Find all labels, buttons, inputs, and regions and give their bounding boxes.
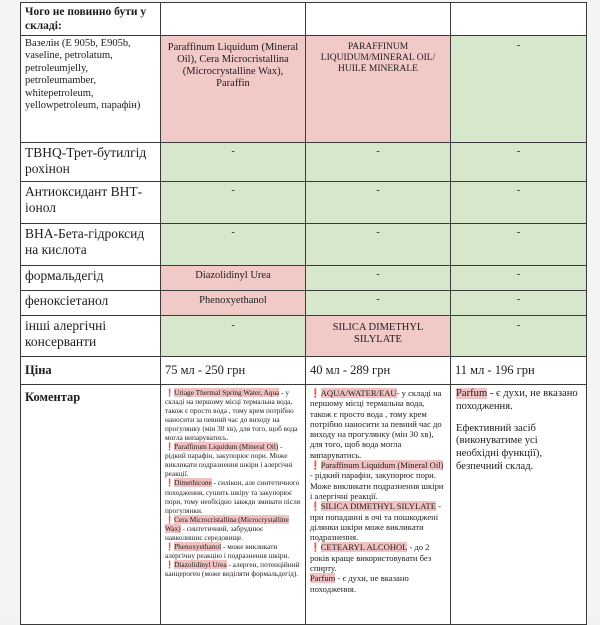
table-row	[21, 36, 587, 143]
row-label: ТВНQ-Трет-бутилгід рохінон	[21, 143, 161, 182]
row-label: формальдегід	[21, 266, 161, 291]
comment-text: - при попаданні в очі та пошкоджені ділянки шкіри може викликати подразнення.	[310, 501, 442, 543]
comment-text: - силікон, але синтетичного походження, сушить шкіру та закупорює пори, тому необхідно завжди змивати після прогулянки.	[165, 478, 301, 515]
comment-label: Коментар	[21, 385, 161, 625]
row-cell: Paraffinum Liquidum (Mineral Oil), Cera Microcristallina (Microcrystalline Wax), Paraffin	[161, 36, 306, 143]
warning-icon: ❗	[310, 388, 321, 398]
comment-text: - є духи, не вказано походження.	[310, 573, 409, 594]
row-cell: -	[451, 224, 587, 266]
table-row	[21, 143, 587, 182]
comparison-table	[20, 2, 587, 625]
comment-term: Diazolidinyl Urea	[174, 559, 227, 569]
table-row	[21, 316, 587, 357]
row-cell: -	[451, 36, 587, 143]
table-row	[21, 266, 587, 291]
price-col3: 11 мл - 196 грн	[451, 357, 587, 385]
row-cell: -	[161, 316, 306, 357]
row-cell: -	[451, 291, 587, 316]
comment-term: AQUA/WATER/EAU	[320, 388, 397, 398]
comment-text: - алерген, потенційний канцероген (може виділяти формальдегід).	[165, 559, 300, 578]
table-row	[21, 224, 587, 266]
warning-icon: ❗	[165, 559, 175, 569]
comment-term: CETEARYL ALCOHOL	[320, 542, 408, 553]
row-cell: -	[306, 224, 451, 266]
warning-icon: ❗	[165, 514, 175, 524]
table-row	[21, 291, 587, 316]
price-label: Ціна	[21, 357, 161, 385]
comment-entry	[310, 501, 446, 542]
row-cell: -	[306, 182, 451, 224]
warning-icon: ❗	[310, 460, 321, 471]
price-col1: 75 мл - 250 грн	[161, 357, 306, 385]
comment-list	[165, 388, 301, 578]
comment-term: Paraffinum Liquidum (Mineral Oil)	[320, 460, 444, 471]
comment-term: Cera Microcristallina (Microcrystalline Wax)	[165, 514, 289, 533]
header-label: Чого не повинно бути у складі:	[21, 3, 161, 36]
price-row	[21, 357, 587, 385]
comment-col1	[161, 385, 306, 625]
comment-entry	[165, 542, 301, 560]
comment-term: Parfum	[456, 388, 488, 399]
comment-term: Uriage Thermal Spring Water, Aqua	[174, 388, 280, 397]
comment-list	[310, 388, 446, 573]
comment-text: - у складі на першому місці термальна вода, також є просто вода , тому крем потрібно наносити за певний час до виходу на прогулянку (мін 30 хв), для того, щоб вода могла випаруватись.	[310, 388, 442, 460]
header-col2	[306, 3, 451, 36]
row-cell: -	[306, 291, 451, 316]
table-row	[21, 182, 587, 224]
comment-text: - рідкий парафін, закупорює пори. Може викликати подразнення шкіри і алергічні реакції.	[310, 470, 444, 501]
header-row	[21, 3, 587, 36]
comment-term: Phenoxyethanol	[174, 541, 222, 551]
row-cell: -	[451, 316, 587, 357]
comment-entry	[165, 442, 301, 478]
comment-text: - є духи, не вказано походження.	[456, 388, 578, 412]
warning-icon: ❗	[165, 541, 175, 551]
header-col3	[451, 3, 587, 36]
warning-icon: ❗	[165, 478, 175, 488]
warning-icon: ❗	[165, 442, 175, 452]
row-cell: -	[306, 143, 451, 182]
comment-row	[21, 385, 587, 625]
comment-term: Parfum	[310, 573, 336, 584]
comment-text: - може викликати алергічну реакцію і подразнення шкіри.	[165, 541, 290, 560]
comment-term: Paraffinum Liquidum (Mineral Oil)	[174, 442, 279, 452]
row-cell: SILICA DIMETHYL SILYLATE	[306, 316, 451, 357]
row-cell: Phenoxyethanol	[161, 291, 306, 316]
comment-entry	[165, 388, 301, 442]
comment-col2	[306, 385, 451, 625]
row-label: Вазелін (Е 905b, E905b, vaseline, petrolatum, petroleumjelly, petroleumamber, whitepetroleum, yellowpetroleum, парафін)	[21, 36, 161, 143]
comment-entry	[165, 560, 301, 578]
comment-entry	[310, 573, 446, 594]
row-label: Антиоксидант ВНТ-іонол	[21, 182, 161, 224]
row-cell: -	[451, 143, 587, 182]
comment-term: Dimethicone	[174, 478, 212, 488]
comment-summary: Ефективний засіб (виконуватиме усі необхідні функції), безпечний склад.	[456, 422, 542, 472]
comment-entry	[310, 542, 446, 573]
comment-entry	[310, 388, 446, 460]
row-cell: -	[451, 182, 587, 224]
comment-text: - до 2 років краще використовувати без спирту.	[310, 542, 432, 574]
row-cell: -	[161, 143, 306, 182]
row-cell: -	[161, 224, 306, 266]
warning-icon: ❗	[165, 388, 175, 397]
row-cell: -	[306, 266, 451, 291]
comment-col3	[451, 385, 587, 625]
spacer	[456, 414, 581, 423]
comment-text: - рідкий парафін, закупорює пори. Може викликати подразнення шкіри і алергічні реакції.	[165, 442, 293, 479]
comment-text: - синтетичний, забруднює навколишнє середовище.	[165, 523, 264, 542]
row-label: інші алергічні консерванти	[21, 316, 161, 357]
row-cell: -	[161, 182, 306, 224]
row-cell: PARAFFINUM LIQUIDUM/MINERAL OIL/ HUILE MINERALE	[306, 36, 451, 143]
comment-text: - у складі на першому місці термальна вода, також є просто вода , тому крем потрібно наносити за певний час до виходу на прогулянку (мін 30 хв), для того, щоб вода могла випаруватись.	[165, 388, 298, 443]
comment-entry	[456, 388, 581, 414]
price-col2: 40 мл - 289 грн	[306, 357, 451, 385]
row-cell: Diazolidinyl Urea	[161, 266, 306, 291]
row-label: ВНА-Бета-гідроксид на кислота	[21, 224, 161, 266]
comment-entry	[165, 478, 301, 514]
comment-entry	[310, 460, 446, 501]
comment-term: SILICA DIMETHYL SILYLATE	[320, 501, 437, 512]
warning-icon: ❗	[310, 501, 321, 512]
header-col1	[161, 3, 306, 36]
warning-icon: ❗	[310, 542, 321, 553]
row-cell: -	[451, 266, 587, 291]
row-label: феноксіетанол	[21, 291, 161, 316]
comment-entry	[165, 515, 301, 542]
